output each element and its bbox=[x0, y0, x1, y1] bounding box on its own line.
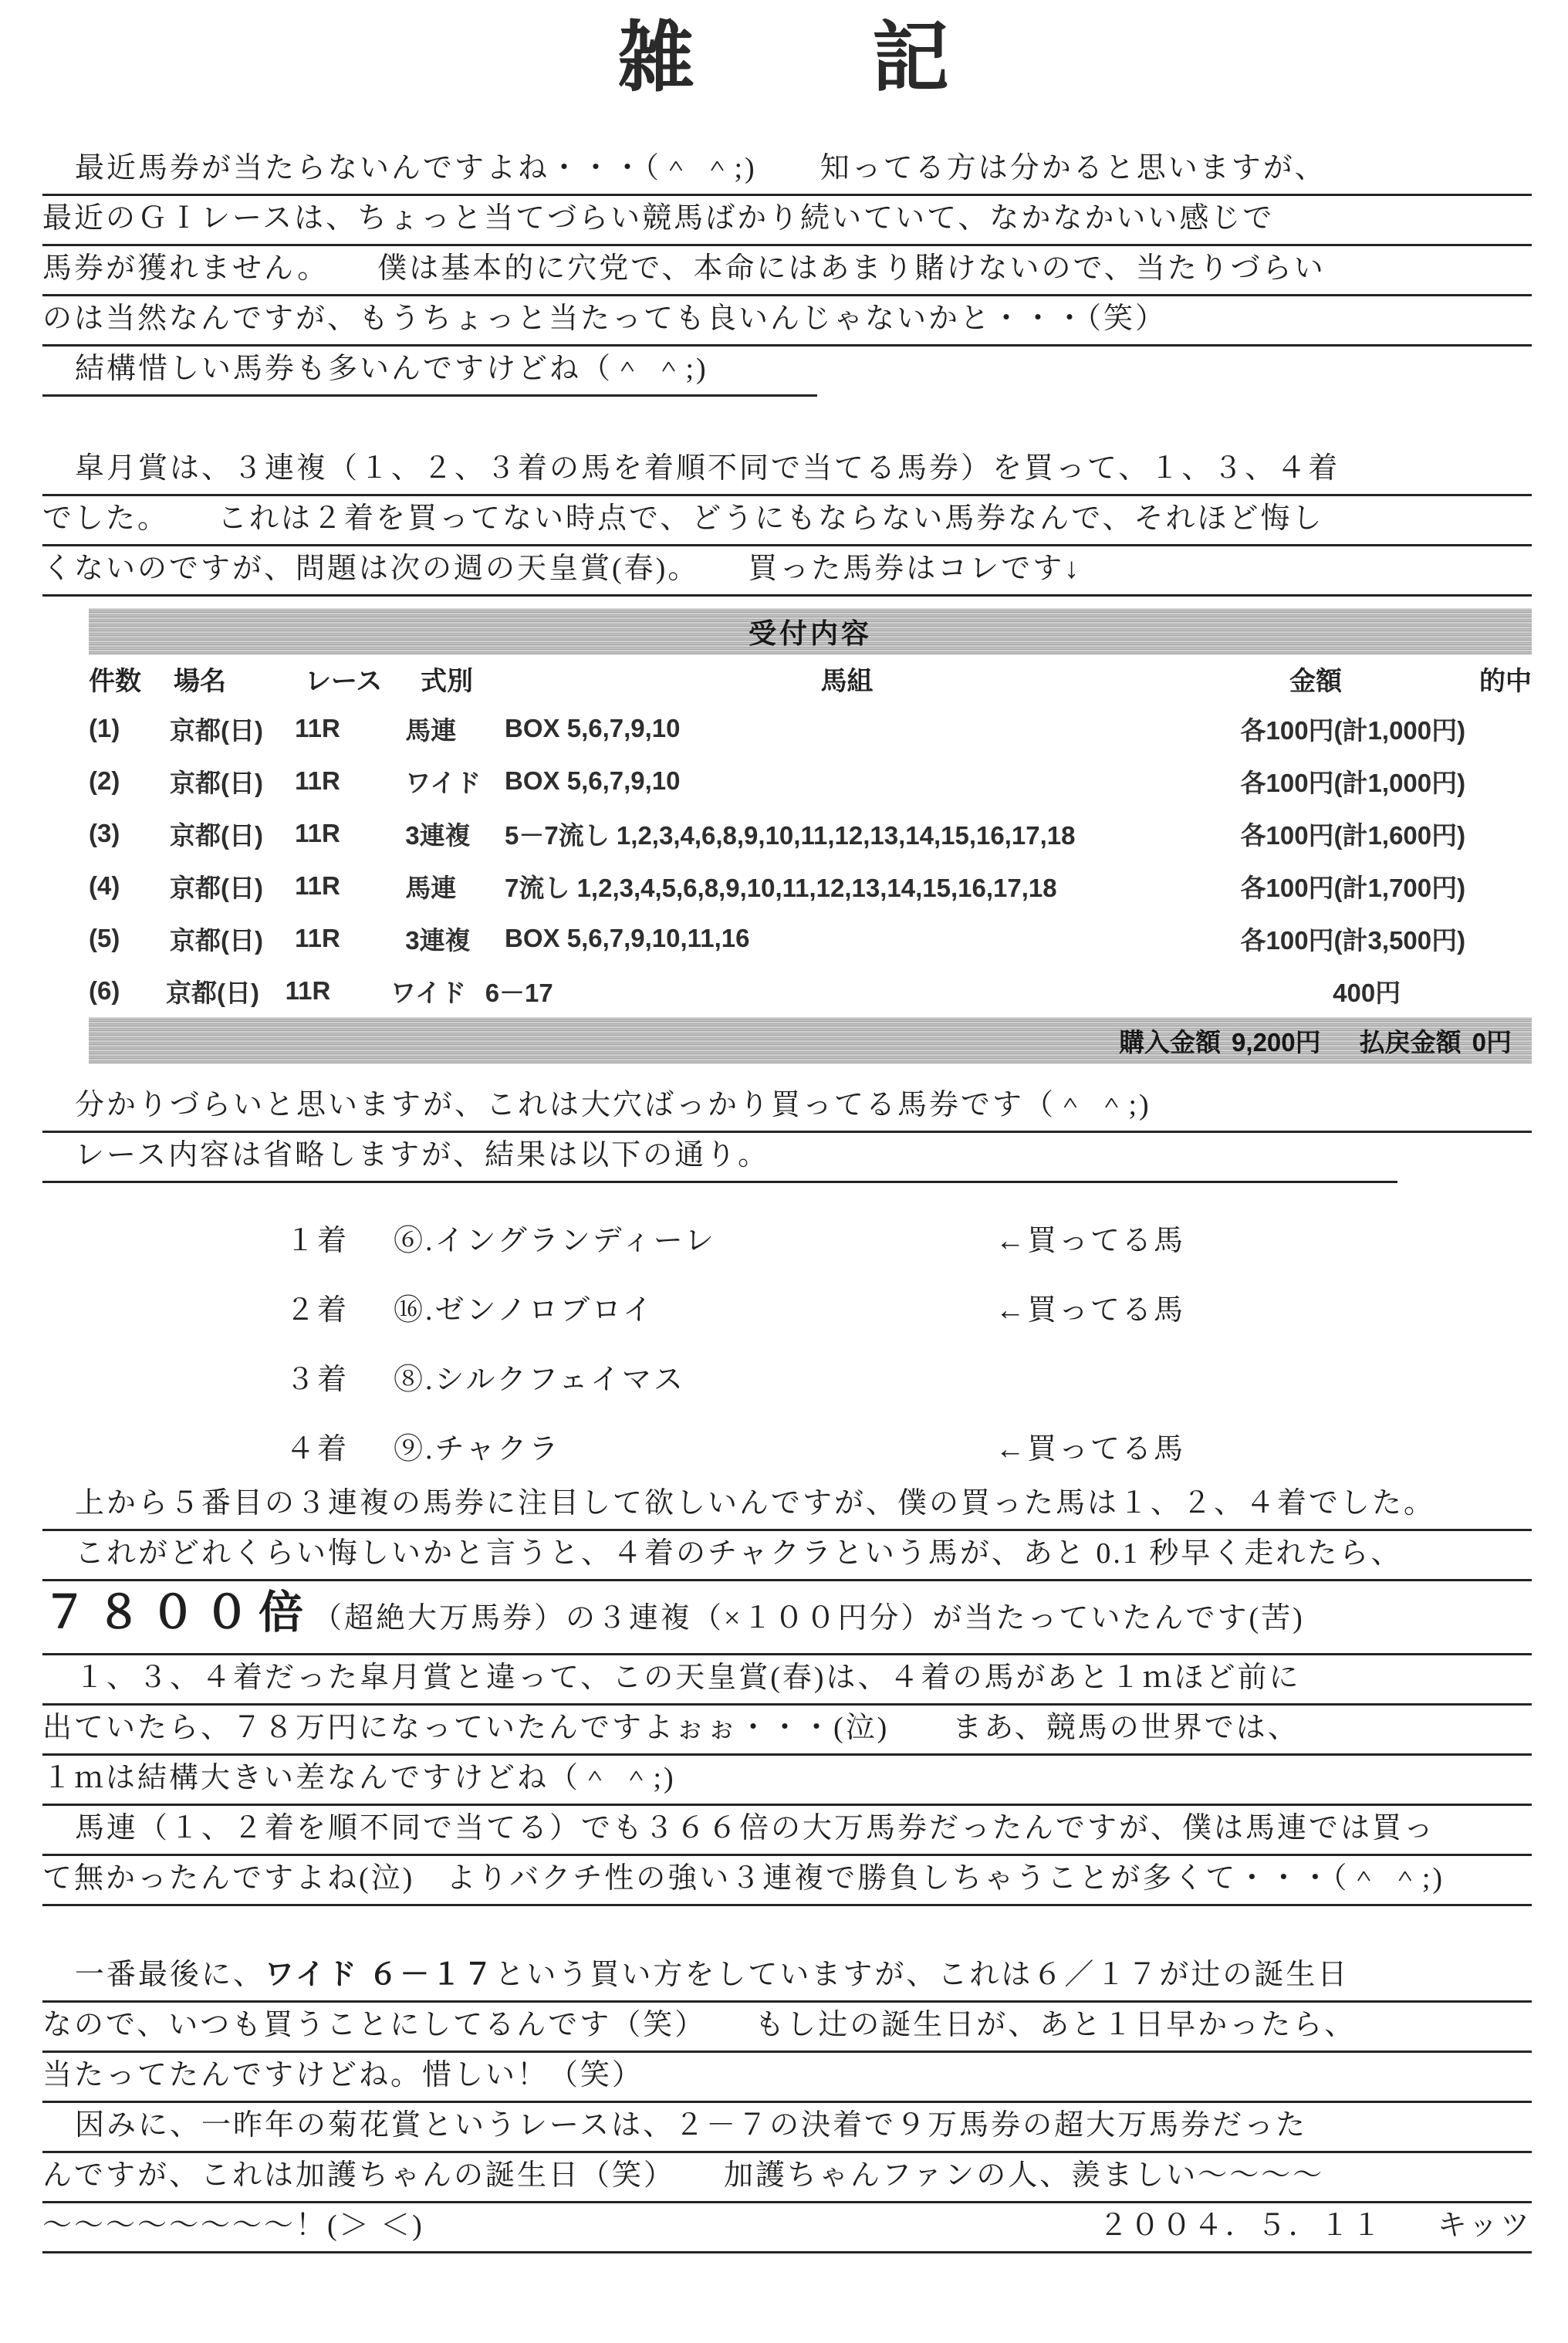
cell-combo: BOX 5,6,7,9,10,11,16 bbox=[505, 924, 750, 952]
cell-race: 11R bbox=[285, 976, 331, 1005]
text-line: 馬連（１、２着を順不同で当てる）でも３６６倍の大万馬券だったんですが、僕は馬連では買っ bbox=[42, 1810, 1532, 1856]
race-results-list bbox=[286, 1202, 1532, 1480]
text-line bbox=[42, 1956, 1532, 2003]
cell-race: 11R bbox=[295, 766, 340, 795]
betting-receipt-table bbox=[89, 608, 1532, 1063]
cell-combo: 5－7流し 1,2,3,4,6,8,9,10,11,12,13,14,15,16,17,18 bbox=[505, 820, 1076, 850]
text-line: １、３、４着だった皐月賞と違って、この天皇賞(春)は、４着の馬があと１ｍほど前に bbox=[42, 1659, 1532, 1706]
col-header-type: 式別 bbox=[421, 666, 473, 696]
cell-combo: 6－17 bbox=[485, 978, 553, 1007]
purchase-total-value: 9,200円 bbox=[1232, 1027, 1321, 1057]
paragraph-satsuki bbox=[42, 450, 1532, 597]
cell-count: (5) bbox=[89, 924, 120, 952]
cell-type: ワイド bbox=[390, 978, 466, 1007]
cell-type: 3連複 bbox=[405, 820, 471, 850]
table-row bbox=[89, 702, 1532, 755]
cell-amount: 各100円(計1,600円) bbox=[1240, 820, 1466, 850]
author-name: キッツ bbox=[1437, 2209, 1532, 2242]
odds-7800x-highlight: ７８００倍 bbox=[42, 1587, 313, 1638]
cell-type: ワイド bbox=[405, 768, 482, 797]
paragraph-birthday bbox=[42, 1956, 1532, 2253]
result-note: ←買ってる馬 bbox=[995, 1293, 1186, 1327]
text-segment: という買い方をしていますが、これは６／１７が辻の誕生日 bbox=[495, 1959, 1350, 1991]
wide-6-17-highlight: ワイド ６－１７ bbox=[265, 1959, 495, 1991]
signature-block bbox=[1099, 2207, 1532, 2244]
paragraph-regret bbox=[42, 1485, 1532, 1906]
cell-amount: 各100円(計3,500円) bbox=[1240, 925, 1466, 955]
cell-race: 11R bbox=[295, 714, 340, 742]
text-line: 因みに、一昨年の菊花賞というレースは、２－７の決着で９万馬券の超大万馬券だった bbox=[42, 2107, 1532, 2153]
cell-combo: 7流し 1,2,3,4,5,6,8,9,10,11,12,13,14,15,16,17,18 bbox=[505, 873, 1057, 902]
text-line: これがどれくらい悔しいかと言うと、４着のチャクラという馬が、あと 0.1 秒早く走れたら、 bbox=[42, 1535, 1532, 1581]
receipt-footer-bar bbox=[89, 1017, 1532, 1063]
table-row bbox=[89, 807, 1532, 860]
table-header-row bbox=[89, 654, 1532, 702]
cell-race: 11R bbox=[295, 819, 340, 847]
text-line: 結構惜しい馬券も多いんですけどね（＾ ＾;) bbox=[42, 350, 1532, 397]
paragraph-intro bbox=[42, 150, 1532, 397]
cell-type: 馬連 bbox=[405, 873, 457, 902]
cell-count: (4) bbox=[89, 871, 120, 900]
text-line: レース内容は省略しますが、結果は以下の通り。 bbox=[42, 1137, 1532, 1183]
table-row bbox=[89, 965, 1532, 1017]
text-segment: 一番最後に、 bbox=[75, 1959, 265, 1991]
col-header-amount: 金額 bbox=[1289, 666, 1342, 696]
col-header-race: レース bbox=[305, 666, 383, 696]
text-line: １ｍは結構大きい差なんですけどね（＾ ＾;) bbox=[42, 1760, 1532, 1806]
cell-place: 京都(日) bbox=[166, 978, 259, 1007]
receipt-title: 受付内容 bbox=[748, 617, 872, 649]
result-position: ３着 bbox=[286, 1363, 350, 1396]
result-note: ←買ってる馬 bbox=[995, 1224, 1186, 1257]
cell-place: 京都(日) bbox=[169, 820, 263, 850]
result-position: ２着 bbox=[286, 1293, 350, 1327]
payout-total-label: 払戻金額 bbox=[1359, 1027, 1462, 1057]
text-segment: ～～～～～～～～！(＞ ＜) bbox=[42, 2209, 424, 2242]
text-line: 馬券が獲れません。 僕は基本的に穴党で、本命にはあまり賭けないので、当たりづらい bbox=[42, 250, 1532, 296]
table-row bbox=[89, 755, 1532, 807]
text-line: 分かりづらいと思いますが、これは大穴ばっかり買ってる馬券です（＾ ＾;) bbox=[42, 1087, 1532, 1133]
result-position: １着 bbox=[286, 1224, 350, 1257]
text-line bbox=[42, 1585, 1532, 1655]
text-line: のは当然なんですが、もうちょっと当たっても良いんじゃないかと・・・（笑） bbox=[42, 300, 1532, 347]
result-horse: ⑯.ゼンノロブロイ bbox=[394, 1293, 654, 1327]
col-header-combo: 馬組 bbox=[820, 666, 874, 696]
page-title: 雑 記 bbox=[617, 15, 957, 101]
text-line: くないのですが、問題は次の週の天皇賞(春)。 買った馬券はコレです↓ bbox=[42, 550, 1532, 597]
cell-count: (3) bbox=[89, 819, 120, 847]
text-line: て無かったんですよね(泣) よりバクチ性の強い３連複で勝負しちゃうことが多くて・・・（＾ ＾;) bbox=[42, 1860, 1532, 1906]
receipt-header-bar bbox=[89, 608, 1532, 654]
text-line: なので、いつも買うことにしてるんです（笑） もし辻の誕生日が、あと１日早かったら、 bbox=[42, 2007, 1532, 2053]
result-note: ←買ってる馬 bbox=[995, 1432, 1186, 1466]
text-line: でした。 これは２着を買ってない時点で、どうにもならない馬券なんで、それほど悔し bbox=[42, 500, 1532, 546]
result-row bbox=[286, 1341, 1532, 1411]
result-row bbox=[286, 1411, 1532, 1480]
cell-place: 京都(日) bbox=[169, 768, 263, 797]
text-line: 最近のＧＩレースは、ちょっと当てづらい競馬ばかり続いていて、なかなかいい感じで bbox=[42, 200, 1532, 246]
text-line: 出ていたら、７８万円になっていたんですよぉぉ・・・(泣) まあ、競馬の世界では、 bbox=[42, 1709, 1532, 1756]
cell-count: (2) bbox=[89, 766, 120, 795]
cell-amount: 各100円(計1,000円) bbox=[1240, 715, 1466, 745]
col-header-place: 場名 bbox=[174, 666, 226, 696]
cell-combo: BOX 5,6,7,9,10 bbox=[505, 714, 681, 742]
cell-place: 京都(日) bbox=[169, 873, 263, 902]
text-line: 皐月賞は、３連複（１、２、３着の馬を着順不同で当てる馬券）を買って、１、３、４着 bbox=[42, 450, 1532, 496]
payout-total-value: 0円 bbox=[1472, 1027, 1512, 1057]
cell-place: 京都(日) bbox=[169, 925, 263, 955]
result-row bbox=[286, 1272, 1532, 1341]
text-line: 最近馬券が当たらないんですよね・・・（＾ ＾;) 知ってる方は分かると思いますが、 bbox=[42, 150, 1532, 196]
col-header-hit: 的中 bbox=[1479, 666, 1532, 696]
cell-amount: 400円 bbox=[1333, 978, 1401, 1007]
result-horse: ⑥.イングランディーレ bbox=[394, 1224, 716, 1257]
date: ２００４．５．１１ bbox=[1098, 2209, 1384, 2242]
text-line: んですが、これは加護ちゃんの誕生日（笑） 加護ちゃんファンの人、羨ましい～～～～ bbox=[42, 2157, 1532, 2203]
text-line: 上から５番目の３連複の馬券に注目して欲しいんですが、僕の買った馬は１、２、４着でした。 bbox=[42, 1485, 1532, 1531]
text-line-signature bbox=[42, 2207, 1532, 2253]
cell-type: 3連複 bbox=[405, 925, 471, 955]
cell-type: 馬連 bbox=[405, 715, 457, 745]
cell-amount: 各100円(計1,000円) bbox=[1240, 768, 1466, 797]
col-header-count: 件数 bbox=[89, 666, 141, 696]
table-row bbox=[89, 860, 1532, 912]
result-horse: ⑨.チャクラ bbox=[394, 1432, 561, 1466]
cell-race: 11R bbox=[295, 871, 340, 900]
result-position: ４着 bbox=[286, 1432, 350, 1466]
cell-race: 11R bbox=[295, 924, 340, 952]
cell-combo: BOX 5,6,7,9,10 bbox=[505, 766, 681, 795]
text-line: 当たってたんですけどね。惜しい！（笑） bbox=[42, 2057, 1532, 2103]
cell-amount: 各100円(計1,700円) bbox=[1240, 873, 1466, 902]
purchase-total-label: 購入金額 bbox=[1119, 1027, 1222, 1057]
cell-count: (1) bbox=[89, 714, 120, 742]
cell-count: (6) bbox=[89, 976, 120, 1005]
table-row bbox=[89, 912, 1532, 965]
result-row bbox=[286, 1202, 1532, 1272]
cell-place: 京都(日) bbox=[169, 715, 263, 745]
paragraph-explain bbox=[42, 1087, 1532, 1183]
result-horse: ⑧.シルクフェイマス bbox=[394, 1363, 685, 1396]
text-segment: （超絶大万馬券）の３連複（×１００円分）が当たっていたんです(苦) bbox=[313, 1602, 1305, 1635]
